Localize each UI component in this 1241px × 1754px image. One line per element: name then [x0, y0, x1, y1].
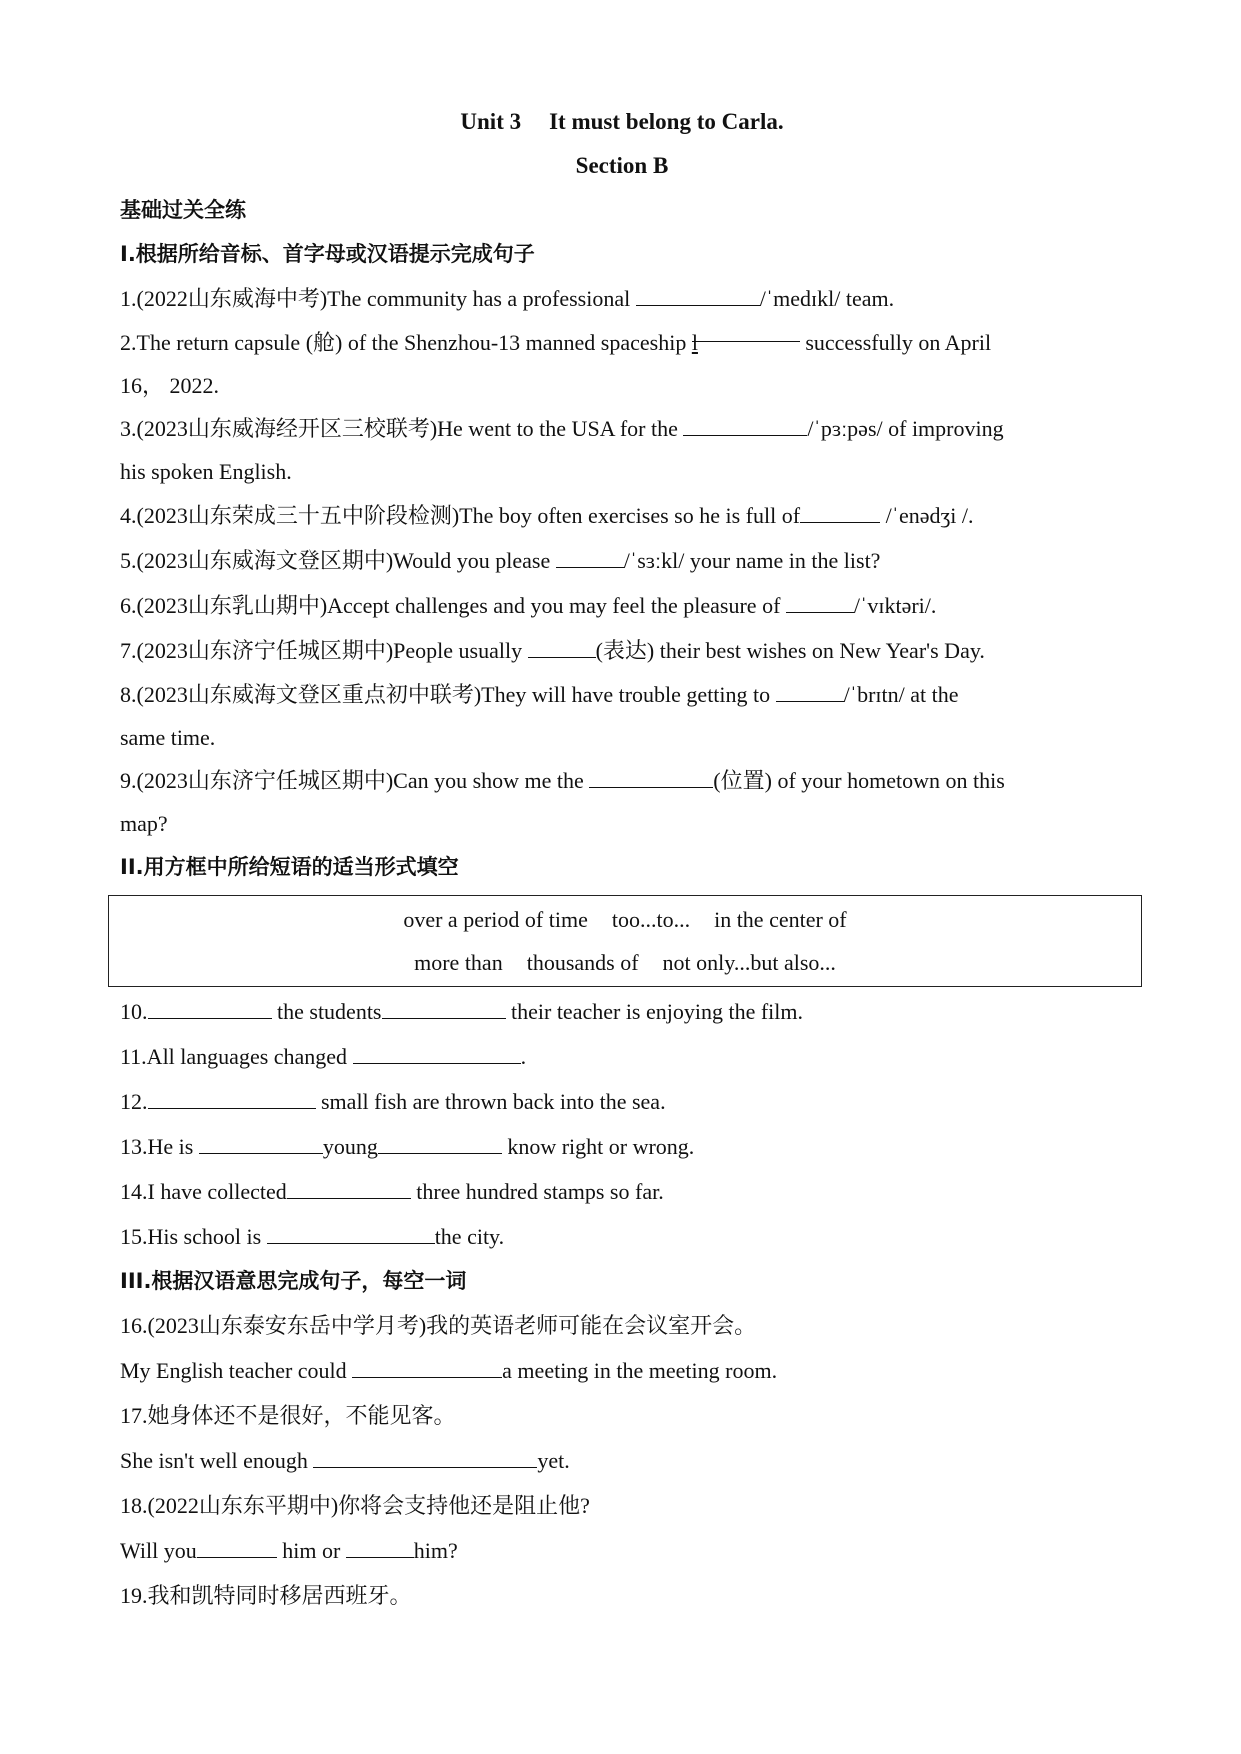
question-7: 7.(2023山东济宁任城区期中)People usually (表达) their best wishes on New Year's Day.: [120, 638, 985, 663]
answer-blank[interactable]: [636, 285, 760, 306]
phrase-row-2: [109, 941, 1141, 984]
phrase: over a period of time: [403, 907, 588, 932]
question-9: 9.(2023山东济宁任城区期中)Can you show me the (位置) of your hometown on this map?: [120, 768, 1005, 836]
unit-title: [120, 100, 1124, 144]
answer-blank[interactable]: [313, 1447, 537, 1468]
question-6: 6.(2023山东乳山期中)Accept challenges and you may feel the pleasure of /ˈvɪktəri/.: [120, 593, 937, 618]
answer-blank[interactable]: [148, 1088, 316, 1109]
question-4: 4.(2023山东荣成三十五中阶段检测)The boy often exercises so he is full of /ˈenədʒi /.: [120, 503, 974, 528]
question-13: 13.He is young know right or wrong.: [120, 1134, 695, 1159]
phrase: in the center of: [714, 907, 847, 932]
question-3: 3.(2023山东威海经开区三校联考)He went to the USA for the /ˈpɜːpəs/ of improving his spoken English.: [120, 416, 1004, 484]
question-17-prompt: 17.她身体还不是很好，不能见客。: [120, 1403, 456, 1428]
phrase-box: [108, 895, 1142, 987]
question-16: My English teacher could a meeting in the meeting room.: [120, 1358, 778, 1383]
unit-number: Unit 3: [460, 109, 522, 134]
answer-blank[interactable]: [528, 637, 596, 658]
answer-blank[interactable]: [786, 592, 854, 613]
answer-blank[interactable]: [148, 998, 272, 1019]
section-title: Section B: [575, 153, 669, 178]
answer-blank[interactable]: [267, 1223, 435, 1244]
answer-blank[interactable]: [800, 502, 880, 523]
question-12: 12. small fish are thrown back into the sea.: [120, 1089, 666, 1114]
question-17: She isn't well enough yet.: [120, 1448, 570, 1473]
answer-blank[interactable]: [353, 1043, 521, 1064]
part1-heading: I.根据所给音标、首字母或汉语提示完成句子: [120, 242, 535, 266]
question-10: 10. the students their teacher is enjoying the film.: [120, 999, 804, 1024]
phrase-row-1: [109, 898, 1141, 941]
unit-name: It must belong to Carla.: [549, 109, 784, 134]
phrase: too...to...: [611, 907, 691, 932]
question-11: 11.All languages changed .: [120, 1044, 527, 1069]
question-15: 15.His school is the city.: [120, 1224, 505, 1249]
question-8: 8.(2023山东威海文登区重点初中联考)They will have trouble getting to /ˈbrɪtn/ at the same time.: [120, 682, 959, 750]
question-1: 1.(2022山东威海中考)The community has a professional /ˈmedɪkl/ team.: [120, 286, 895, 311]
phrase: thousands of: [526, 950, 639, 975]
question-18: Will you him or him?: [120, 1538, 458, 1563]
question-5: 5.(2023山东威海文登区期中)Would you please /ˈsɜːkl/ your name in the list?: [120, 548, 881, 573]
question-18-prompt: 18.(2022山东东平期中)你将会支持他还是阻止他?: [120, 1493, 590, 1518]
part2-heading: II.用方框中所给短语的适当形式填空: [120, 855, 459, 879]
answer-blank[interactable]: [382, 998, 506, 1019]
question-2: 2.The return capsule (舱) of the Shenzhou-13 manned spaceship l successfully on April 16， 2022.: [120, 321, 1124, 407]
phrase: more than: [414, 950, 503, 975]
question-16-prompt: 16.(2023山东泰安东岳中学月考)我的英语老师可能在会议室开会。: [120, 1313, 757, 1338]
answer-blank[interactable]: [199, 1133, 323, 1154]
answer-blank[interactable]: [683, 415, 807, 436]
part3-heading: III.根据汉语意思完成句子，每空一词: [120, 1269, 467, 1293]
practice-title: 基础过关全练: [120, 198, 246, 222]
answer-blank[interactable]: [197, 1537, 277, 1558]
answer-blank[interactable]: [346, 1537, 414, 1558]
question-14: 14.I have collected three hundred stamps so far.: [120, 1179, 664, 1204]
answer-blank[interactable]: l: [692, 321, 800, 342]
answer-blank[interactable]: [589, 767, 713, 788]
answer-blank[interactable]: [287, 1178, 411, 1199]
question-19-prompt: 19.我和凯特同时移居西班牙。: [120, 1583, 412, 1608]
answer-blank[interactable]: [776, 681, 844, 702]
answer-blank[interactable]: [352, 1357, 502, 1378]
answer-blank[interactable]: [378, 1133, 502, 1154]
answer-blank[interactable]: [556, 547, 624, 568]
worksheet-page: [120, 100, 1124, 1618]
phrase: not only...but also...: [662, 950, 836, 975]
